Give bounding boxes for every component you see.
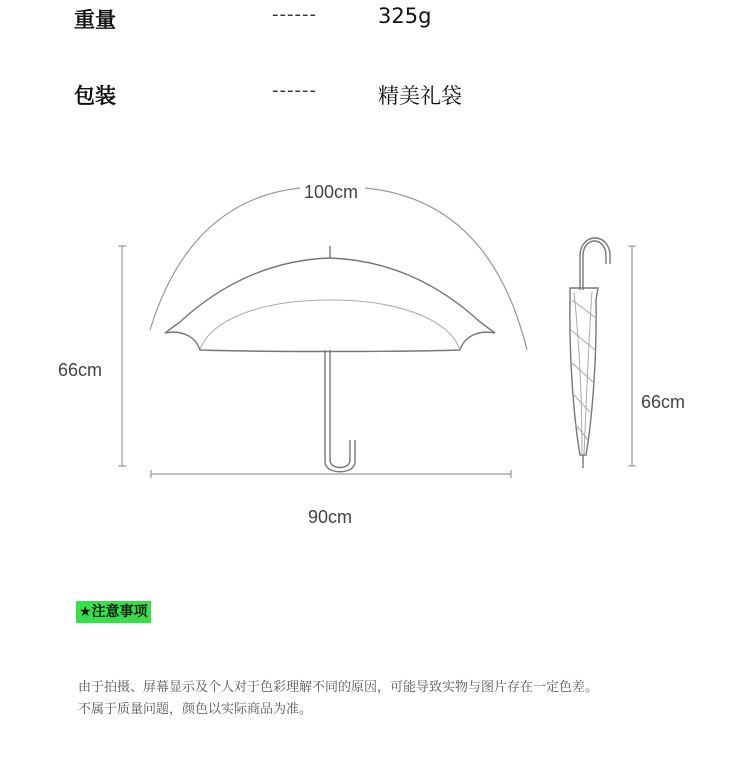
packaging-dash: ------ bbox=[272, 80, 317, 101]
umbrella-dimension-diagram bbox=[0, 160, 750, 540]
notice-badge: ★注意事项 bbox=[76, 601, 151, 623]
open-span-dimension bbox=[151, 470, 511, 478]
packaging-label: 包装 bbox=[74, 84, 116, 108]
packaging-value: 精美礼袋 bbox=[378, 84, 462, 108]
arc-dimension-line bbox=[150, 188, 527, 350]
open-height-dimension bbox=[118, 246, 126, 466]
open-height-label: 66cm bbox=[58, 360, 103, 380]
closed-umbrella-icon bbox=[570, 238, 610, 468]
spec-row-weight bbox=[0, 4, 750, 44]
closed-height-label: 66cm bbox=[641, 392, 686, 412]
notice-line: 由于拍摄、屏幕显示及个人对于色彩理解不同的原因，可能导致实物与图片存在一定色差。 bbox=[78, 680, 599, 695]
weight-dash: ------ bbox=[272, 4, 317, 25]
open-span-label: 90cm bbox=[307, 507, 353, 527]
notice-line: 不属于质量问题，颜色以实际商品为准。 bbox=[78, 702, 313, 717]
arc-width-label: 100cm bbox=[303, 182, 359, 202]
spec-row-packaging bbox=[0, 80, 750, 120]
open-umbrella-icon bbox=[165, 246, 495, 472]
closed-height-dimension bbox=[628, 246, 636, 466]
weight-label: 重量 bbox=[74, 8, 116, 32]
weight-value: 325g bbox=[378, 4, 432, 28]
